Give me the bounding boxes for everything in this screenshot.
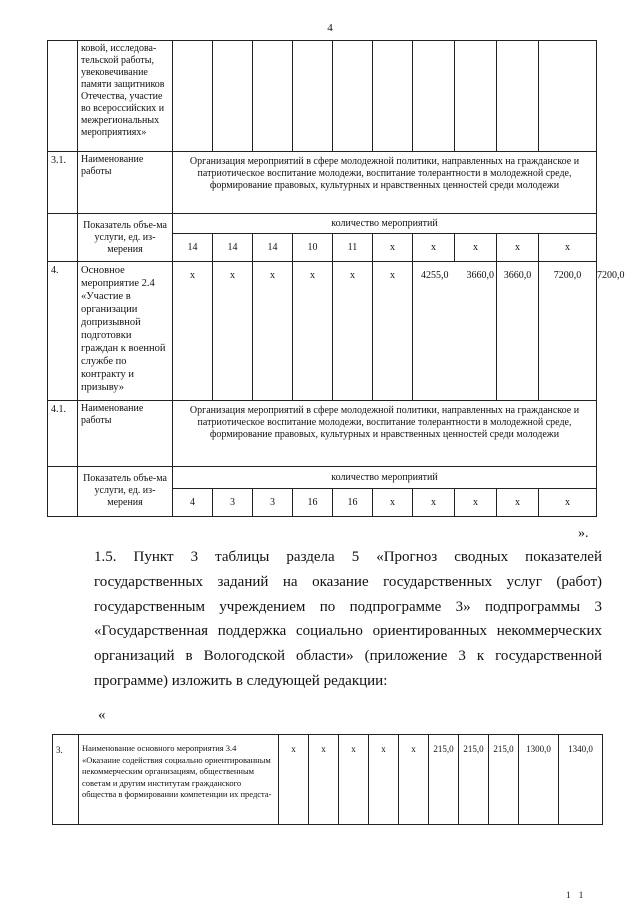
value-cell: 3660,0 [466,270,494,281]
row-number: 3. [53,735,79,825]
value-cell: x [497,489,539,517]
measures-table [47,40,625,517]
value-cell: 11 [333,234,373,262]
value-cell: x [455,489,497,517]
value-cell: x [497,234,539,262]
work-description: Организация мероприятий в сфере молодежной политики, направленных на гражданское и патриотическое воспитание молодежи, воспитание толерантности в молодежной среде, формирование правовых, культурных и нравственных ценностей среди молодежи [173,152,597,214]
value-cell: 16 [293,489,333,517]
value-cell: x [173,262,213,401]
unit-label: количество мероприятий [173,467,597,489]
work-description: Организация мероприятий в сфере молодежной политики, направленных на гражданское и патриотическое воспитание молодежи, воспитание толерантности в молодежной среде, формирование правовых, культурных и нравственных ценностей среди молодежи [173,401,597,467]
value-cell: x [539,234,597,262]
value-cell: 7200,0 [539,262,597,401]
value-cell: x [279,735,309,825]
value-cell: 215,0 [489,735,519,825]
table-row [48,214,597,234]
value-cell: 215,0 [459,735,489,825]
opening-quote: « [98,707,106,723]
value-cell: 3 [213,489,253,517]
value-cell: x [213,262,253,401]
value-cell: 14 [213,234,253,262]
row-name: Наименование основного мероприятия 3.4 «Оказание содействия социально ориентированным некоммерческим организациям, общественным советам и другим институтам гражданского общества в формировании компетенции их предста- [79,735,279,825]
value-cell: x [309,735,339,825]
corner-mark: 1 1 [566,890,587,900]
value-cell: x [253,262,293,401]
value-cell: x [293,262,333,401]
closing-quote: ». [578,526,589,541]
value-cell: x [373,489,413,517]
indicator-label: Показатель объе-ма услуги, ед. из-мерения [78,467,173,517]
value-cell: 14 [173,234,213,262]
unit-label: количество мероприятий [173,214,597,234]
value-cell: x [413,234,455,262]
row-name: Наименование работы [78,401,173,467]
value-cell: x [339,735,369,825]
value-cell: x [399,735,429,825]
value-cell: x [373,262,413,401]
value-cell-pair [413,262,497,401]
value-cell: 3 [253,489,293,517]
value-cell: x [455,234,497,262]
row-number: 4.1. [48,401,78,467]
value-cell: x [373,234,413,262]
row-number: 3.1. [48,152,78,214]
row-name: Основное мероприятие 2.4 «Участие в организации допризывной подготовки граждан к военной службе по контракту и призыву» [78,262,173,401]
table-row [48,152,597,214]
page-number: 4 [327,22,333,34]
row-number: 4. [48,262,78,401]
amendment-paragraph: 1.5. Пункт 3 таблицы раздела 5 «Прогноз сводных показателей государственных заданий на оказание государственных услуг (работ) государственным учреждением по подпрограмме 3» подпрограммы 3 «Государственная поддержка социально ориентированных некоммерческих организаций в Вологодской области» (приложение 3 к государственной программе) изложить в следующей редакции: [94,549,602,689]
table-row [48,41,597,152]
value-cell: x [413,489,455,517]
value-cell: 4 [173,489,213,517]
value-cell: 1340,0 [559,735,603,825]
table-row [48,467,597,489]
indicator-label: Показатель объе-ма услуги, ед. из-мерения [78,214,173,262]
value-cell: x [369,735,399,825]
forecast-table [52,734,603,825]
value-cell: 215,0 [429,735,459,825]
table-row [48,401,597,467]
table-row [53,735,603,825]
value-cell: 4255,0 [421,270,449,281]
value-cell: x [333,262,373,401]
value-cell: x [539,489,597,517]
value-cell: 1300,0 [519,735,559,825]
table-row: 4. Основное мероприятие 2.4 «Участие в организации допризывной подготовки граждан к военной службе по контракту и призыву» x x x x x x 4255,0 3660,0 3660,0 7200,0 7200,0 [48,262,597,401]
value-cell: 3660,0 [497,262,539,401]
value-cell: 10 [293,234,333,262]
row-name-continuation: ковой, исследова-тельской работы, увековечивание памяти защитников Отечества, участие во всероссийских и межрегиональных мероприятиях» [78,41,173,152]
value-cell: 16 [333,489,373,517]
value-cell: 14 [253,234,293,262]
row-name: Наименование работы [78,152,173,214]
